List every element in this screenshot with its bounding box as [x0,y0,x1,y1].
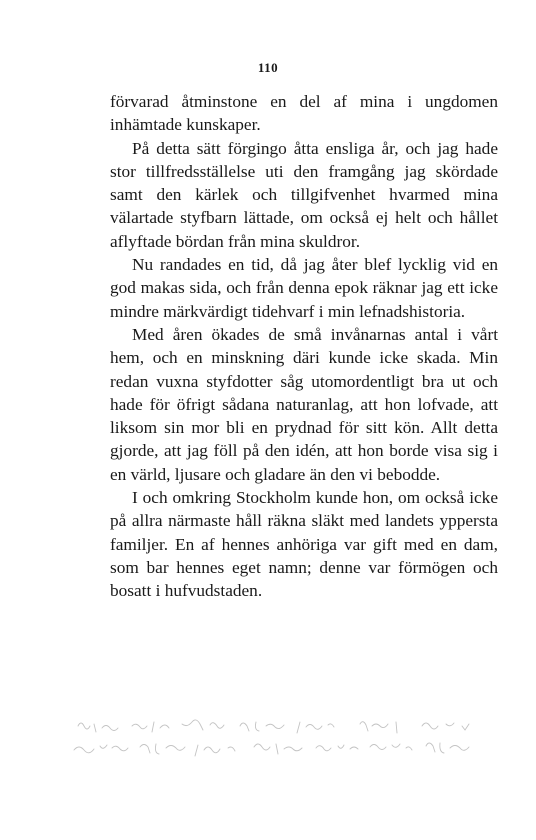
paragraph: Med åren ökades de små invånarnas antal i vårt hem, och en minskning däri kunde icke skada. Min redan vuxna styfdotter såg utomordentligt bra ut och hade för öfrigt sådana naturanlag, att hon lofvade, att liksom sin mor bli en prydnad för sitt kön. Allt detta gjorde, att jag föll på den idén, att hon borde visa sig i en värld, ljusare och gladare än den vi bebodde. [110,324,498,484]
body-text [110,90,498,603]
paragraph: I och omkring Stockholm kunde hon, om också icke på allra närmaste håll räkna släkt med landets yppersta familjer. En af hennes anhöriga var gift med en dam, som bar hennes eget namn; denne var förmögen och bosatt i hufvudstaden. [110,488,498,601]
handwritten-pencil-note [70,716,490,766]
paragraph: Nu randades en tid, då jag åter blef lycklig vid en god makas sida, och från denna epok räknar jag ett icke mindre märkvärdigt tidehvarf i min lefnadshistoria. [110,255,498,321]
paragraph: På detta sätt förgingo åtta ensliga år, och jag hade stor tillfredsställelse uti den framgång jag skördade samt den kärlek och tillgifvenhet hvarmed mina välartade styfbarn lättade, om också ej helt och hållet aflyftade bördan från mina skuldror. [110,138,498,251]
paragraph-continued: förvarad åtminstone en del af mina i ungdomen inhämtade kunskaper. [110,92,498,135]
page-number: 110 [257,60,279,75]
